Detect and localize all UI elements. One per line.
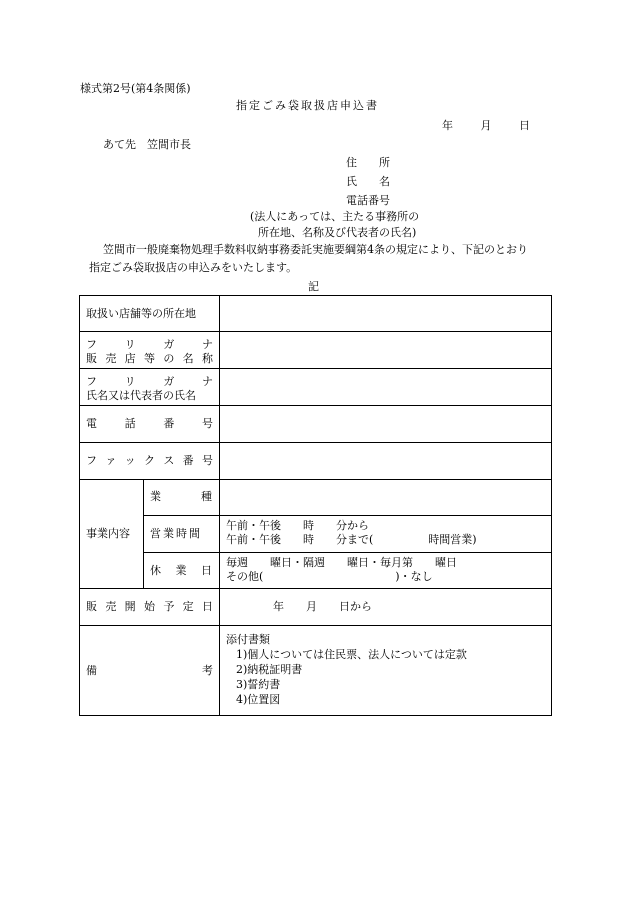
sub-row-divider: [143, 552, 551, 553]
date-line: [442, 119, 530, 133]
document-title: 指定ごみ袋取扱店申込書: [236, 99, 379, 112]
char: 号: [201, 417, 213, 430]
corporate-note-2: 所在地、名称及び代表者の氏名): [258, 226, 417, 239]
char: ス: [163, 454, 175, 467]
char: ナ: [201, 375, 213, 388]
char: 号: [201, 454, 213, 467]
char: ガ: [163, 375, 175, 388]
holiday-other: その他( )・なし: [226, 570, 433, 583]
char: ナ: [201, 338, 213, 351]
char: 番: [182, 454, 194, 467]
char: 始: [143, 600, 155, 613]
furigana-label-1: [86, 338, 213, 352]
fax-number-label: [86, 454, 213, 468]
furigana-label-2: [86, 375, 213, 389]
char: ガ: [163, 338, 175, 351]
business-sub-divider: [143, 479, 144, 588]
application-table: [79, 295, 552, 716]
row-divider: [80, 479, 551, 480]
char: フ: [86, 454, 97, 467]
attachment-item-2: 2)納税証明書: [236, 663, 303, 676]
char: ァ: [105, 454, 117, 467]
char: 話: [124, 417, 136, 430]
body-line-1: 笠間市一般廃棄物処理手数料収納事務委託実施要綱第4条の規定により、下記のとおり: [103, 243, 528, 256]
date-month: 月: [480, 119, 492, 132]
char: 開: [124, 600, 136, 613]
sales-start-label: [86, 600, 213, 614]
char: 名: [182, 352, 194, 365]
phone-label: 電話番号: [346, 194, 390, 207]
corporate-note-1: (法人にあっては、主たる事務所の: [250, 210, 420, 223]
form-number: 様式第2号(第4条関係): [80, 82, 191, 95]
row-divider: [80, 405, 551, 406]
holiday-weekly: 毎週 曜日・隔週 曜日・毎月第 曜日: [226, 556, 457, 569]
ki-label: 記: [308, 280, 319, 293]
char: 備: [86, 664, 97, 677]
addressee: あて先 笠間市長: [103, 138, 191, 151]
body-line-2: 指定ごみ袋取扱店の申込みをいたします。: [89, 261, 298, 274]
char: 定: [182, 600, 194, 613]
char: 販: [86, 352, 97, 365]
char: 休: [150, 564, 161, 577]
char: リ: [124, 338, 136, 351]
date-day: 日: [519, 119, 530, 132]
row-divider: [80, 588, 551, 589]
attachment-item-3: 3)誓約書: [236, 678, 281, 691]
row-divider: [80, 442, 551, 443]
char: 販: [86, 600, 97, 613]
industry-label: [150, 490, 212, 504]
representative-name-label: 氏名又は代表者の氏名: [86, 389, 196, 402]
char: 店: [124, 352, 136, 365]
business-hours-to: 午前・午後 時 分まで( 時間営業): [226, 533, 477, 546]
business-hours-from: 午前・午後 時 分から: [226, 519, 369, 532]
char: ク: [143, 454, 155, 467]
char: 種: [201, 490, 212, 503]
row-divider: [80, 368, 551, 369]
char: 等: [143, 352, 155, 365]
char: リ: [124, 375, 136, 388]
attachments-title: 添付書類: [226, 633, 270, 646]
attachment-item-4: 4)位置図: [236, 693, 281, 706]
business-hours-label: 営業時間: [150, 527, 202, 540]
store-location-label: 取扱い店舗等の所在地: [86, 307, 196, 320]
sales-start-value: 年 月 日から: [273, 600, 372, 613]
char: 売: [105, 600, 117, 613]
address-label: 住 所: [346, 156, 390, 169]
char: 業: [150, 490, 161, 503]
sub-row-divider: [143, 515, 551, 516]
char: フ: [86, 375, 97, 388]
label-column-divider: [219, 296, 220, 715]
char: 業: [175, 564, 187, 577]
char: フ: [86, 338, 97, 351]
char: 予: [163, 600, 175, 613]
char: 売: [105, 352, 117, 365]
store-name-label: [86, 352, 213, 366]
char: 考: [202, 664, 213, 677]
remarks-label: [86, 664, 213, 678]
char: 番: [163, 417, 175, 430]
char: 電: [86, 417, 97, 430]
attachment-item-1: 1)個人については住民票、法人については定款: [236, 648, 467, 661]
phone-number-label: [86, 417, 213, 431]
holiday-label: [150, 564, 212, 578]
row-divider: [80, 625, 551, 626]
char: の: [163, 352, 175, 365]
business-content-label: 事業内容: [86, 527, 130, 540]
date-year: 年: [442, 119, 453, 132]
row-divider: [80, 331, 551, 332]
name-label: 氏 名: [346, 175, 390, 188]
char: 日: [201, 564, 212, 577]
char: ッ: [124, 454, 136, 467]
char: 日: [201, 600, 213, 613]
char: 称: [201, 352, 213, 365]
